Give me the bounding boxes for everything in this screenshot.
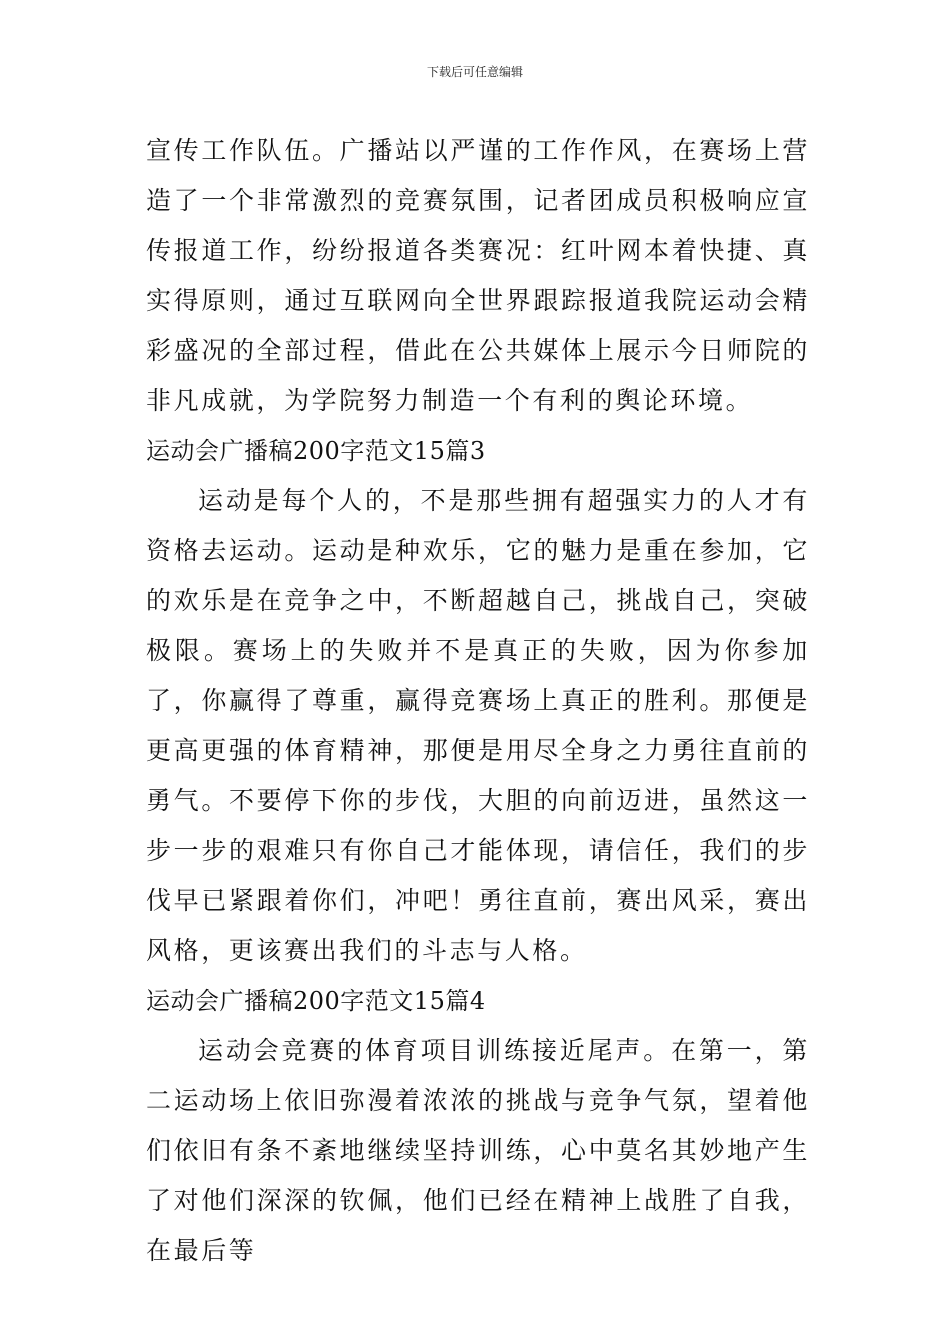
paragraph-section-3: 运动是每个人的，不是那些拥有超强实力的人才有资格去运动。运动是种欢乐，它的魅力是重在参加，它的欢乐是在竞争之中，不断超越自己，挑战自己，突破极限。赛场上的失败并不是真正的失败，因为你参加了，你赢得了尊重，赢得竞赛场上真正的胜利。那便是更高更强的体育精神，那便是用尽全身之力勇往直前的勇气。不要停下你的步伐，大胆的向前迈进，虽然这一步一步的艰难只有你自己才能体现，请信任，我们的步伐早已紧跟着你们，冲吧！勇往直前，赛出风采，赛出风格，更该赛出我们的斗志与人格。	[146, 486, 810, 965]
document-body	[146, 126, 810, 1276]
paragraph-section-4: 运动会竞赛的体育项目训练接近尾声。在第一，第二运动场上依旧弥漫着浓浓的挑战与竞争气氛，望着他们依旧有条不紊地继续坚持训练，心中莫名其妙地产生了对他们深深的钦佩，他们已经在精神上战胜了自我，在最后等	[146, 1036, 810, 1265]
paragraph-continued: 宣传工作队伍。广播站以严谨的工作作风，在赛场上营造了一个非常激烈的竞赛氛围，记者团成员积极响应宣传报道工作，纷纷报道各类赛况：红叶网本着快捷、真实得原则，通过互联网向全世界跟踪报道我院运动会精彩盛况的全部过程，借此在公共媒体上展示今日师院的非凡成就，为学院努力制造一个有利的舆论环境。	[146, 136, 810, 415]
page-header: 下载后可任意编辑	[426, 65, 523, 79]
section-heading-3: 运动会广播稿200字范文15篇3	[146, 437, 486, 465]
section-heading-4: 运动会广播稿200字范文15篇4	[146, 987, 486, 1015]
